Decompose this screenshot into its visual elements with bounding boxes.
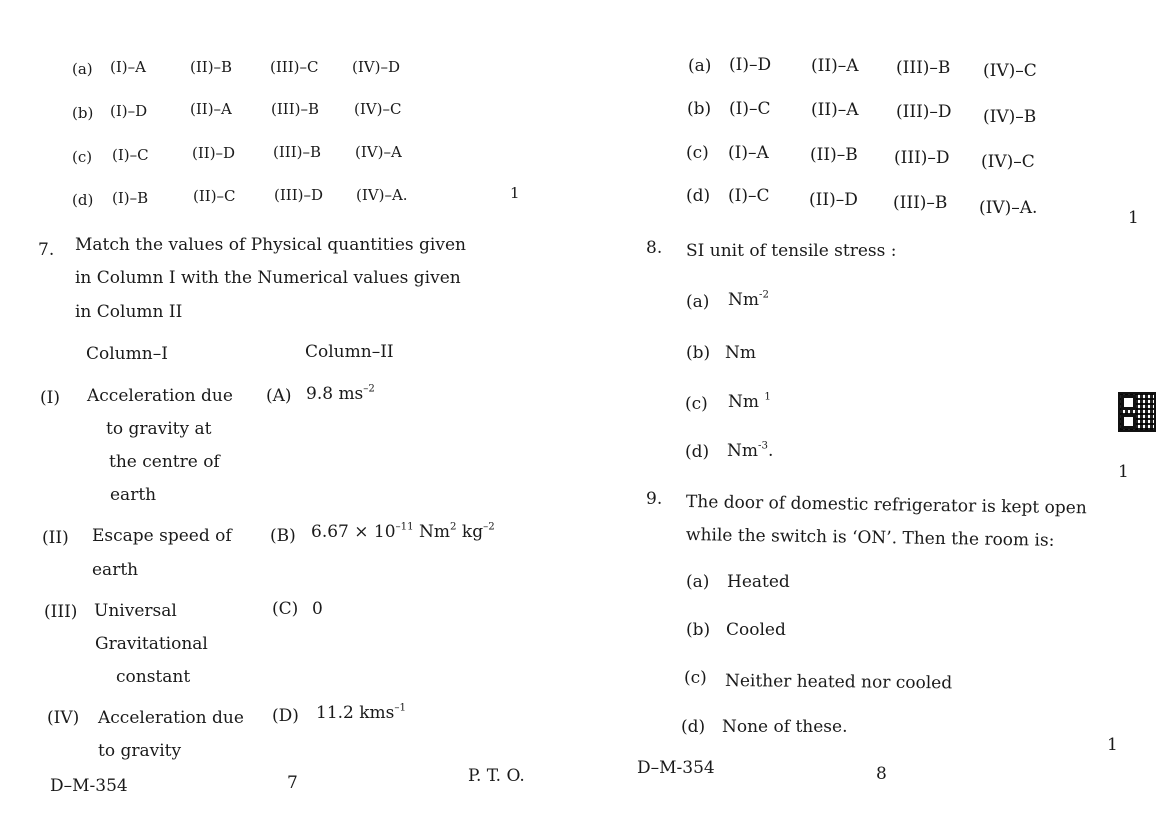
row-text-line: constant [116, 667, 191, 687]
option-text: None of these. [722, 717, 848, 737]
row-text-line: to gravity at [106, 419, 212, 439]
match-ii: (II)–A [190, 100, 232, 118]
row-text-line: Gravitational [95, 634, 208, 654]
option-value: $Nm^{-2}$ [728, 289, 769, 310]
match-i: (I)–A [110, 58, 146, 76]
question-stem-line: in Column I with the Numerical values given [75, 268, 461, 288]
match-ii: (II)–D [809, 190, 858, 210]
numeric-value: 11.2 kms$^{-1}$ [316, 702, 406, 723]
question-number: 8. [646, 238, 663, 258]
match-ii: (II)–A [811, 56, 859, 76]
numeric-value: 0 [312, 599, 323, 619]
row-text-line: to gravity [98, 741, 182, 761]
match-iv: (IV)–A. [356, 186, 408, 204]
question-stem-line: in Column II [75, 302, 183, 322]
match-iv: (IV)–A [355, 143, 402, 161]
row-number: (II) [42, 528, 69, 548]
match-iv: (IV)–C [354, 100, 402, 118]
option-label: (a) [686, 292, 710, 312]
numeric-value: 9.8 $ms^{-2}$ [306, 383, 375, 404]
pto-label: P. T. O. [468, 766, 525, 786]
match-ii: (II)–B [190, 58, 233, 76]
qr-code-icon [1118, 392, 1156, 432]
match-iv: (IV)–A. [979, 198, 1038, 218]
paper-code: D–M-354 [50, 776, 128, 796]
row-text-line: the centre of [109, 452, 220, 472]
match-iii: (III)–B [896, 58, 951, 78]
match-iv: (IV)–D [352, 58, 400, 76]
option-letter: (D) [272, 706, 299, 726]
row-number: (I) [40, 388, 60, 408]
match-iii: (III)–C [270, 58, 319, 76]
row-text-line: earth [110, 485, 157, 505]
option-label: (d) [72, 191, 94, 209]
option-label: (b) [686, 343, 711, 363]
match-iv: (IV)–C [981, 152, 1035, 172]
option-value: Nm $^1$ [728, 391, 771, 412]
option-label: (c) [684, 668, 707, 688]
page-number: 8 [876, 764, 887, 784]
match-i: (I)–C [728, 186, 770, 206]
match-ii: (II)–D [192, 144, 236, 162]
question-number: 9. [646, 489, 663, 509]
row-text-line: Acceleration due [98, 708, 244, 728]
q6-marks: 1 [510, 184, 520, 202]
match-i: (I)–C [729, 99, 771, 119]
match-iii: (III)–D [274, 186, 324, 204]
column-2-header: Column–II [305, 342, 394, 362]
match-i: (I)–A [728, 143, 769, 163]
match-iv: (IV)–B [983, 107, 1037, 127]
column-1-header: Column–I [86, 344, 168, 364]
match-i: (I)–D [729, 55, 772, 75]
match-iii: (III)–B [271, 100, 320, 118]
paper-code: D–M-354 [637, 758, 715, 778]
option-label: (b) [686, 620, 711, 640]
match-iv: (IV)–C [983, 61, 1037, 81]
q9-marks: 1 [1107, 735, 1118, 755]
match-iii: (III)–D [894, 148, 950, 168]
option-letter: (C) [272, 599, 299, 619]
question-stem-line: while the switch is ‘ON’. Then the room is: [685, 525, 1055, 551]
option-letter: (B) [270, 526, 296, 546]
option-text: Heated [727, 572, 790, 592]
question-stem-line: The door of domestic refrigerator is kept open [685, 492, 1087, 519]
q7-marks: 1 [1128, 208, 1139, 228]
match-i: (I)–D [110, 102, 148, 120]
match-iii: (III)–B [893, 193, 948, 213]
row-text-line: Acceleration due [87, 386, 233, 406]
match-i: (I)–B [112, 189, 149, 207]
option-label: (a) [686, 572, 710, 592]
row-number: (IV) [47, 708, 80, 728]
option-label: (b) [687, 99, 712, 119]
option-label: (d) [686, 186, 711, 206]
option-label: (a) [72, 60, 93, 78]
row-text-line: Escape speed of [92, 526, 232, 546]
row-text-line: earth [92, 560, 139, 580]
option-label: (c) [686, 143, 709, 163]
match-iii: (III)–D [896, 102, 952, 122]
question-stem: SI unit of tensile stress : [686, 241, 897, 261]
option-value: Nm [725, 343, 756, 363]
option-label: (b) [72, 104, 94, 122]
option-value: $Nm^{-3}$. [727, 440, 774, 461]
match-ii: (II)–C [193, 187, 236, 205]
option-label: (c) [685, 394, 708, 414]
match-iii: (III)–B [273, 143, 322, 161]
numeric-value: $6.67 \times 10^{-11}$ Nm$^2$ $kg^{-2}$ [311, 521, 495, 542]
option-label: (d) [685, 442, 710, 462]
question-stem-line: Match the values of Physical quantities given [75, 235, 466, 255]
match-ii: (II)–A [811, 100, 859, 120]
option-label: (d) [681, 717, 706, 737]
option-text: Neither heated nor cooled [724, 671, 953, 694]
option-label: (c) [72, 148, 93, 166]
row-number: (III) [44, 602, 78, 622]
row-text-line: Universal [94, 601, 177, 621]
question-number: 7. [38, 240, 55, 260]
match-i: (I)–C [112, 146, 149, 164]
option-letter: (A) [266, 386, 292, 406]
page-number: 7 [287, 773, 298, 793]
q8-marks: 1 [1118, 462, 1129, 482]
option-text: Cooled [726, 620, 786, 640]
option-label: (a) [688, 56, 712, 76]
match-ii: (II)–B [810, 145, 858, 165]
